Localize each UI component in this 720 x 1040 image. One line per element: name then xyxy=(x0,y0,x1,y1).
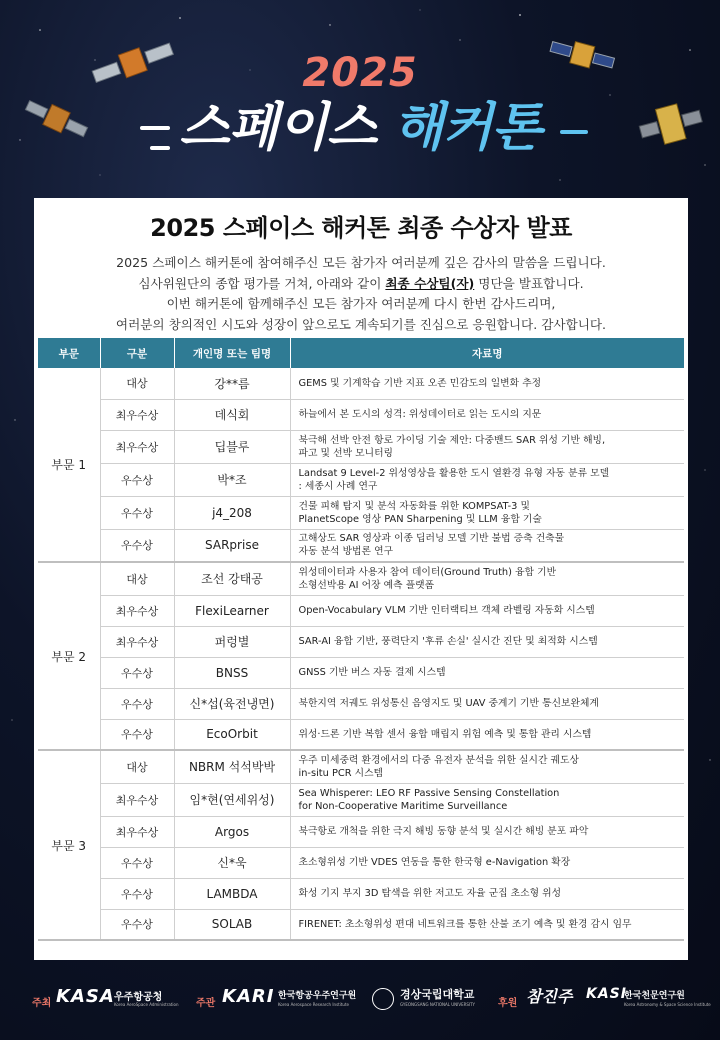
topic-cell xyxy=(290,750,684,783)
table-row xyxy=(38,909,684,940)
university-name: 경상국립대학교 xyxy=(400,988,475,1001)
team-cell: 강**름 xyxy=(174,368,290,399)
table-row xyxy=(38,847,684,878)
table-row xyxy=(38,783,684,816)
table-row xyxy=(38,750,684,783)
award-cell: 우수상 xyxy=(100,496,174,529)
topic-line: 자동 분석 방법론 연구 xyxy=(298,546,394,558)
topic-line: 우주 미세중력 환경에서의 다중 유전자 분석을 위한 실시간 궤도상 xyxy=(298,754,579,766)
title-part2: 해커톤 xyxy=(393,98,541,158)
topic-cell xyxy=(290,626,684,657)
university-seal-icon xyxy=(372,988,394,1010)
topic-cell xyxy=(290,816,684,847)
topic-cell xyxy=(290,909,684,940)
topic-line: 화성 기지 부지 3D 탐색을 위한 저고도 자율 군집 초소형 위성 xyxy=(298,888,562,899)
topic-cell xyxy=(290,463,684,496)
award-cell: 최우수상 xyxy=(100,783,174,816)
topic-line: 파고 및 선박 모니터링 xyxy=(298,447,394,459)
intro-text xyxy=(34,253,688,335)
topic-line: 위성·드론 기반 복합 센서 융합 매립지 위험 예측 및 통합 관리 시스템 xyxy=(298,728,592,740)
topic-line: 위성데이터과 사용자 참여 데이터(Ground Truth) 융합 기반 xyxy=(298,566,557,578)
team-cell: 딥블루 xyxy=(174,430,290,463)
award-cell: 우수상 xyxy=(100,529,174,562)
topic-cell xyxy=(290,529,684,562)
team-cell: EcoOrbit xyxy=(174,719,290,750)
table-row xyxy=(38,595,684,626)
table-row xyxy=(38,529,684,562)
team-cell: SOLAB xyxy=(174,909,290,940)
team-cell: LAMBDA xyxy=(174,878,290,909)
division-cell: 부문 1 xyxy=(38,368,100,562)
team-cell: 조선 강태공 xyxy=(174,562,290,595)
award-cell: 최우수상 xyxy=(100,626,174,657)
topic-line: 북극항로 개척을 위한 극지 해빙 동향 분석 및 실시간 해빙 분포 파악 xyxy=(298,826,589,837)
footer-logos xyxy=(0,980,720,1020)
topic-line: 소형선박용 AI 어장 예측 플랫폼 xyxy=(298,579,435,591)
topic-line: in-situ PCR 시스템 xyxy=(298,767,384,779)
award-cell: 우수상 xyxy=(100,719,174,750)
header-division: 부문 xyxy=(38,338,100,368)
topic-line: 건물 피해 탐지 및 분석 자동화를 위한 KOMPSAT-3 및 xyxy=(298,500,530,512)
table-row xyxy=(38,626,684,657)
table-row xyxy=(38,463,684,496)
award-cell: 우수상 xyxy=(100,878,174,909)
title-main xyxy=(0,98,720,158)
topic-line: SAR-AI 융합 기반, 풍력단지 '후류 손실' 실시간 진단 및 최적화 시스템 xyxy=(298,636,598,647)
award-cell: 최우수상 xyxy=(100,430,174,463)
team-cell: FlexiLearner xyxy=(174,595,290,626)
award-cell: 우수상 xyxy=(100,463,174,496)
topic-line: 고해상도 SAR 영상과 이종 딥러닝 모델 기반 불법 증축 건축물 xyxy=(298,533,565,545)
announcement-panel xyxy=(34,198,688,960)
topic-cell xyxy=(290,399,684,430)
host-label: 주최 xyxy=(32,998,52,1009)
intro-line2-bold: 최종 수상팀(자) xyxy=(385,275,475,291)
topic-cell xyxy=(290,657,684,688)
topic-line: GEMS 및 기계학습 기반 지표 오존 민감도의 일변화 추정 xyxy=(298,377,542,389)
team-cell: 신*욱 xyxy=(174,847,290,878)
table-row xyxy=(38,816,684,847)
team-cell: 박*조 xyxy=(174,463,290,496)
award-cell: 최우수상 xyxy=(100,816,174,847)
header-topic: 자료명 xyxy=(290,338,684,368)
team-cell: j4_208 xyxy=(174,496,290,529)
topic-line: 북한지역 저궤도 위성통신 음영지도 및 UAV 중계기 기반 통신보완체계 xyxy=(298,698,599,709)
topic-line: Landsat 9 Level-2 위성영상을 활용한 도시 열환경 유형 자동 분류 모델 xyxy=(298,467,610,479)
intro-line2 xyxy=(34,274,688,295)
topic-line: Sea Whisperer: LEO RF Passive Sensing Constellation xyxy=(298,787,560,799)
topic-cell xyxy=(290,496,684,529)
organizer-label: 주관 xyxy=(196,998,216,1009)
team-cell: NBRM 석석박박 xyxy=(174,750,290,783)
organizer-name-en: Korea Aerospace Research Institute xyxy=(278,1002,349,1007)
organizer-name: 한국항공우주연구원 xyxy=(278,991,357,1001)
topic-line: PlanetScope 영상 PAN Sharpening 및 LLM 융합 기술 xyxy=(298,513,542,525)
award-cell: 우수상 xyxy=(100,688,174,719)
kasa-logo: KASA xyxy=(56,986,115,1007)
table-row xyxy=(38,430,684,463)
kari-logo: KARI xyxy=(222,986,275,1007)
team-cell: Argos xyxy=(174,816,290,847)
topic-cell xyxy=(290,562,684,595)
division-cell: 부문 2 xyxy=(38,562,100,750)
title-year: 2025 xyxy=(302,50,418,96)
team-cell: SARprise xyxy=(174,529,290,562)
topic-line: 하늘에서 본 도시의 성격: 위성데이터로 읽는 도시의 지문 xyxy=(298,409,542,420)
awards-table-body xyxy=(38,368,684,940)
sponsor-logo: 참진주 xyxy=(526,987,573,1006)
host-name: 우주항공청 xyxy=(114,992,163,1003)
topic-cell xyxy=(290,688,684,719)
table-row xyxy=(38,562,684,595)
team-cell: 신*섭(육전냉면) xyxy=(174,688,290,719)
table-row xyxy=(38,399,684,430)
table-row xyxy=(38,688,684,719)
table-header-row xyxy=(38,338,684,368)
header-award: 구분 xyxy=(100,338,174,368)
intro-line2-post: 명단을 발표합니다. xyxy=(474,275,584,291)
topic-cell xyxy=(290,719,684,750)
intro-line4: 여러분의 창의적인 시도와 성장이 앞으로도 계속되기를 진심으로 응원합니다. 감사합니다. xyxy=(115,316,607,332)
kasi-logo: KASI xyxy=(586,986,627,1002)
award-cell: 우수상 xyxy=(100,847,174,878)
intro-line3: 이번 해커톤에 함께해주신 모든 참가자 여러분께 다시 한번 감사드리며, xyxy=(166,296,556,311)
team-cell: 퍼렁별 xyxy=(174,626,290,657)
table-row xyxy=(38,657,684,688)
topic-line: Open-Vocabulary VLM 기반 인터랙티브 객체 라벨링 자동화 시스템 xyxy=(298,605,595,616)
topic-line: for Non-Cooperative Maritime Surveillance xyxy=(298,800,508,812)
kasi-name: 한국천문연구원 xyxy=(624,991,685,1001)
table-row xyxy=(38,878,684,909)
award-cell: 대상 xyxy=(100,750,174,783)
award-cell: 최우수상 xyxy=(100,399,174,430)
topic-cell xyxy=(290,430,684,463)
table-row xyxy=(38,368,684,399)
award-cell: 우수상 xyxy=(100,909,174,940)
award-cell: 대상 xyxy=(100,368,174,399)
team-cell: 데식회 xyxy=(174,399,290,430)
team-cell: BNSS xyxy=(174,657,290,688)
intro-line2-pre: 심사위원단의 종합 평가를 거쳐, 아래와 같이 xyxy=(138,275,386,291)
table-row xyxy=(38,719,684,750)
sponsor-label: 후원 xyxy=(498,998,518,1009)
award-cell: 우수상 xyxy=(100,657,174,688)
topic-cell xyxy=(290,783,684,816)
kasi-name-en: Korea Astronomy & Space Science Institute xyxy=(624,1002,711,1007)
table-row xyxy=(38,496,684,529)
university-name-en: GYEONGSANG NATIONAL UNIVERSITY xyxy=(400,1002,475,1007)
intro-line1: 2025 스페이스 해커톤에 참여해주신 모든 참가자 여러분께 깊은 감사의 말씀을 드립니다. xyxy=(116,255,606,270)
panel-title: 2025 스페이스 해커톤 최종 수상자 발표 xyxy=(150,214,572,242)
host-name-en: Korea AeroSpace Administration xyxy=(114,1002,179,1007)
topic-line: FIRENET: 초소형위성 편대 네트워크를 통한 산불 조기 예측 및 환경 감시 임무 xyxy=(298,918,632,930)
topic-line: 초소형위성 기반 VDES 연동을 통한 한국형 e-Navigation 확장 xyxy=(298,857,571,868)
header-team: 개인명 또는 팀명 xyxy=(174,338,290,368)
event-title xyxy=(0,50,720,158)
topic-line: 북극해 선박 안전 항로 가이딩 기술 제안: 다중밴드 SAR 위성 기반 해빙, xyxy=(298,434,606,446)
division-cell: 부문 3 xyxy=(38,750,100,940)
award-cell: 최우수상 xyxy=(100,595,174,626)
topic-cell xyxy=(290,847,684,878)
title-part1: 스페이스 xyxy=(179,98,377,158)
topic-line: : 세종시 사례 연구 xyxy=(298,480,378,492)
topic-line: GNSS 기반 버스 자동 결제 시스템 xyxy=(298,667,446,678)
topic-cell xyxy=(290,878,684,909)
team-cell: 임*현(연세위성) xyxy=(174,783,290,816)
award-cell: 대상 xyxy=(100,562,174,595)
topic-cell xyxy=(290,368,684,399)
topic-cell xyxy=(290,595,684,626)
awards-table xyxy=(38,338,684,941)
